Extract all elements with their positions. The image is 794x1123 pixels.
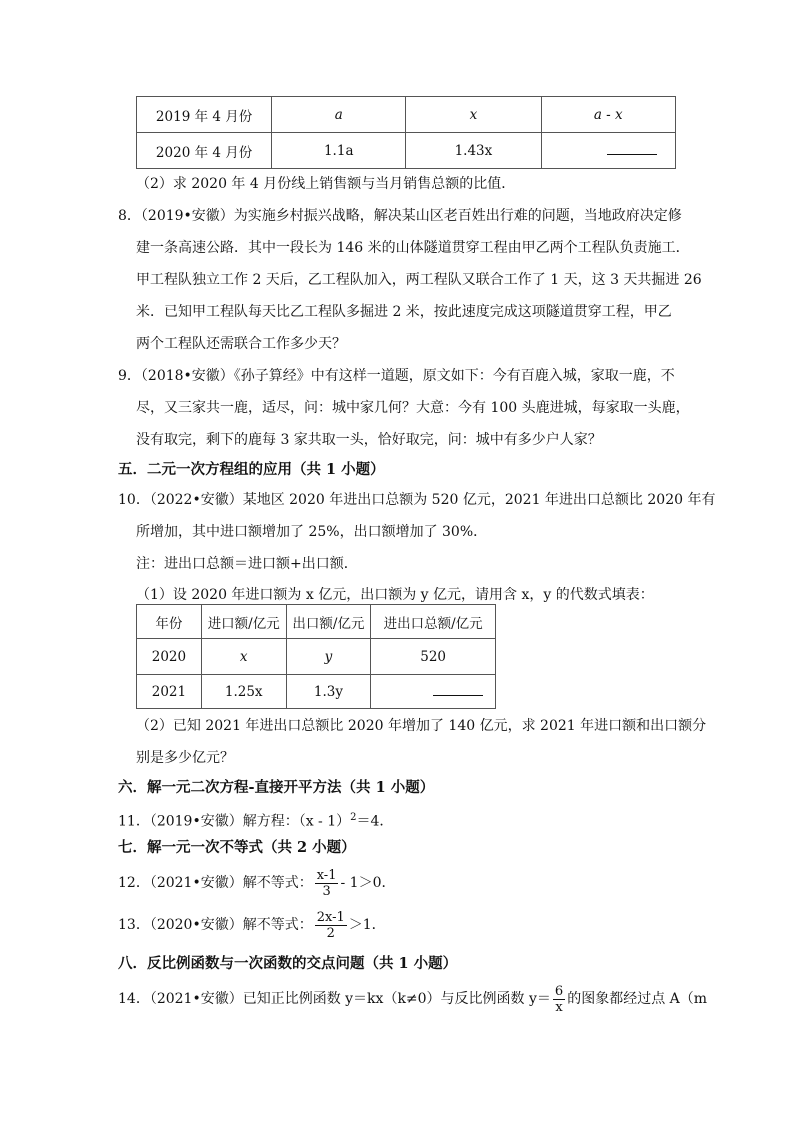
q13-suffix: ＞1． bbox=[348, 917, 386, 933]
table-cell: a - x bbox=[541, 97, 675, 133]
q9-line-3: 没有取完，剩下的鹿每 3 家共取一头，恰好取完，问：城中有多少户人家？ bbox=[136, 432, 602, 448]
q10-part2-line-1: （2）已知 2021 年进出口总额比 2020 年增加了 140 亿元，求 2021 年进口额和出口额分 bbox=[136, 718, 707, 734]
sales-table bbox=[136, 96, 676, 169]
table-row bbox=[137, 133, 676, 169]
q8-line-4: 米．已知甲工程队每天比乙工程队多掘进 2 米，按此速度完成这项隧道贯穿工程，甲乙 bbox=[136, 304, 672, 320]
q10-part2-line-2: 别是多少亿元？ bbox=[136, 750, 234, 766]
table-cell: 2021 bbox=[137, 675, 202, 709]
table-cell: 1.3y bbox=[286, 675, 371, 709]
q12 bbox=[118, 866, 395, 900]
q11 bbox=[118, 808, 393, 832]
table-header-row bbox=[137, 605, 496, 639]
q12-suffix: - 1＞0． bbox=[340, 875, 396, 891]
table-cell: 1.1a bbox=[272, 133, 406, 169]
table-cell: x bbox=[201, 639, 286, 675]
q8-line-2: 建一条高速公路．其中一段长为 146 米的山体隧道贯穿工程由甲乙两个工程队负责施工． bbox=[136, 240, 690, 256]
q7-part2: （2）求 2020 年 4 月份线上销售额与当月销售总额的比值． bbox=[136, 176, 516, 192]
q14-suffix: 的图象都经过点 A（m bbox=[567, 991, 708, 1007]
q12-prefix: 12．（2021•安徽）解不等式： bbox=[118, 875, 313, 891]
table-cell: 2020 年 4 月份 bbox=[137, 133, 272, 169]
trade-table bbox=[136, 604, 496, 709]
q8-line-5: 两个工程队还需联合工作多少天？ bbox=[136, 336, 346, 352]
table-cell: 520 bbox=[371, 639, 496, 675]
section-5-heading: 五．二元一次方程组的应用（共 1 小题） bbox=[118, 461, 385, 478]
q13 bbox=[118, 908, 386, 942]
q14-fraction bbox=[553, 984, 565, 1015]
section-6-heading: 六．解一元二次方程-直接开平方法（共 1 小题） bbox=[118, 779, 435, 796]
fraction-numerator: 6 bbox=[554, 983, 564, 999]
fraction-numerator: x-1 bbox=[316, 867, 337, 883]
answer-blank bbox=[433, 685, 483, 696]
q10-line-2: 所增加，其中进口额增加了 25%，出口额增加了 30%． bbox=[136, 524, 488, 540]
table-cell: 1.43x bbox=[406, 133, 541, 169]
table-cell: 2020 bbox=[137, 639, 202, 675]
table-header-cell: 进口额/亿元 bbox=[201, 605, 286, 639]
q14-prefix: 14．（2021•安徽）已知正比例函数 y＝kx（k≠0）与反比例函数 y＝ bbox=[118, 991, 551, 1007]
q14 bbox=[118, 982, 707, 1016]
table-header-cell: 年份 bbox=[137, 605, 202, 639]
q12-fraction bbox=[315, 868, 339, 899]
q10-line-1: 10．（2022•安徽）某地区 2020 年进出口总额为 520 亿元，2021 年进出口总额比 2020 年有 bbox=[118, 492, 716, 508]
section-7-heading: 七．解一元一次不等式（共 2 小题） bbox=[118, 839, 356, 856]
fraction-numerator: 2x-1 bbox=[316, 909, 345, 925]
fraction-denominator: 2 bbox=[326, 925, 335, 941]
answer-blank-cell bbox=[371, 675, 496, 709]
q11-exponent: 2 bbox=[350, 812, 357, 823]
fraction-denominator: x bbox=[555, 999, 563, 1015]
table-cell: a bbox=[272, 97, 406, 133]
answer-blank-cell bbox=[541, 133, 675, 169]
table-row bbox=[137, 675, 496, 709]
table-cell: x bbox=[406, 97, 541, 133]
q10-part1: （1）设 2020 年进口额为 x 亿元，出口额为 y 亿元，请用含 x，y 的代数式填表： bbox=[136, 587, 654, 603]
table-header-cell: 出口额/亿元 bbox=[286, 605, 371, 639]
table-cell: 1.25x bbox=[201, 675, 286, 709]
q10-note: 注：进出口总额＝进口额+出口额． bbox=[136, 556, 358, 572]
answer-blank bbox=[607, 144, 657, 155]
table-row bbox=[137, 639, 496, 675]
table-cell: 2019 年 4 月份 bbox=[137, 97, 272, 133]
q8-line-3: 甲工程队独立工作 2 天后，乙工程队加入，两工程队又联合工作了 1 天，这 3 天共掘进 26 bbox=[136, 272, 702, 288]
q13-fraction bbox=[315, 910, 347, 941]
q11-suffix: ＝4． bbox=[356, 813, 394, 830]
table-row bbox=[137, 97, 676, 133]
table-header-cell: 进出口总额/亿元 bbox=[371, 605, 496, 639]
table-cell: y bbox=[286, 639, 371, 675]
q13-prefix: 13．（2020•安徽）解不等式： bbox=[118, 917, 313, 933]
q9-line-2: 尽，又三家共一鹿，适尽，问：城中家几何？大意：今有 100 头鹿进城，每家取一头鹿， bbox=[136, 400, 690, 416]
q9-line-1: 9．（2018•安徽）《孙子算经》中有这样一道题，原文如下：今有百鹿入城，家取一鹿，不 bbox=[118, 368, 675, 384]
q8-line-1: 8．（2019•安徽）为实施乡村振兴战略，解决某山区老百姓出行难的问题，当地政府决定修 bbox=[118, 208, 682, 224]
fraction-denominator: 3 bbox=[322, 883, 331, 899]
q11-prefix: 11．（2019•安徽）解方程：（x - 1） bbox=[118, 813, 351, 830]
section-8-heading: 八．反比例函数与一次函数的交点问题（共 1 小题） bbox=[118, 955, 458, 972]
